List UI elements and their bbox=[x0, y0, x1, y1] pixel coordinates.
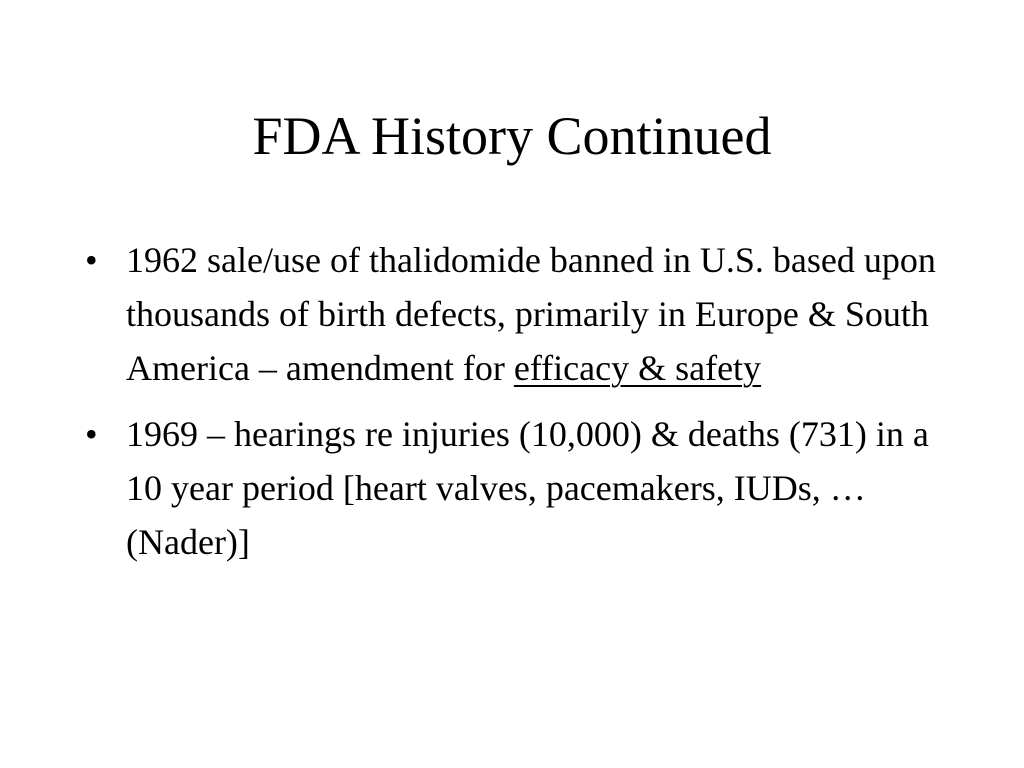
bullet-text: 1969 – hearings re injuries (10,000) & deaths (731) in a 10 year period [heart valves, pacemakers, IUDs, … (Nader)] bbox=[126, 414, 929, 562]
bullet-text: 1962 sale/use of thalidomide banned in U.S. based upon thousands of birth defects, primarily in Europe & South America – amendment for bbox=[126, 240, 936, 388]
bullet-item-1962 bbox=[85, 233, 965, 395]
bullet-item-1969 bbox=[85, 407, 965, 569]
slide-title: FDA History Continued bbox=[252, 106, 772, 166]
bullet-list bbox=[85, 233, 965, 581]
underlined-emphasis: efficacy & safety bbox=[513, 348, 762, 388]
bullet-icon: • bbox=[85, 414, 98, 454]
bullet-icon: • bbox=[85, 240, 98, 280]
